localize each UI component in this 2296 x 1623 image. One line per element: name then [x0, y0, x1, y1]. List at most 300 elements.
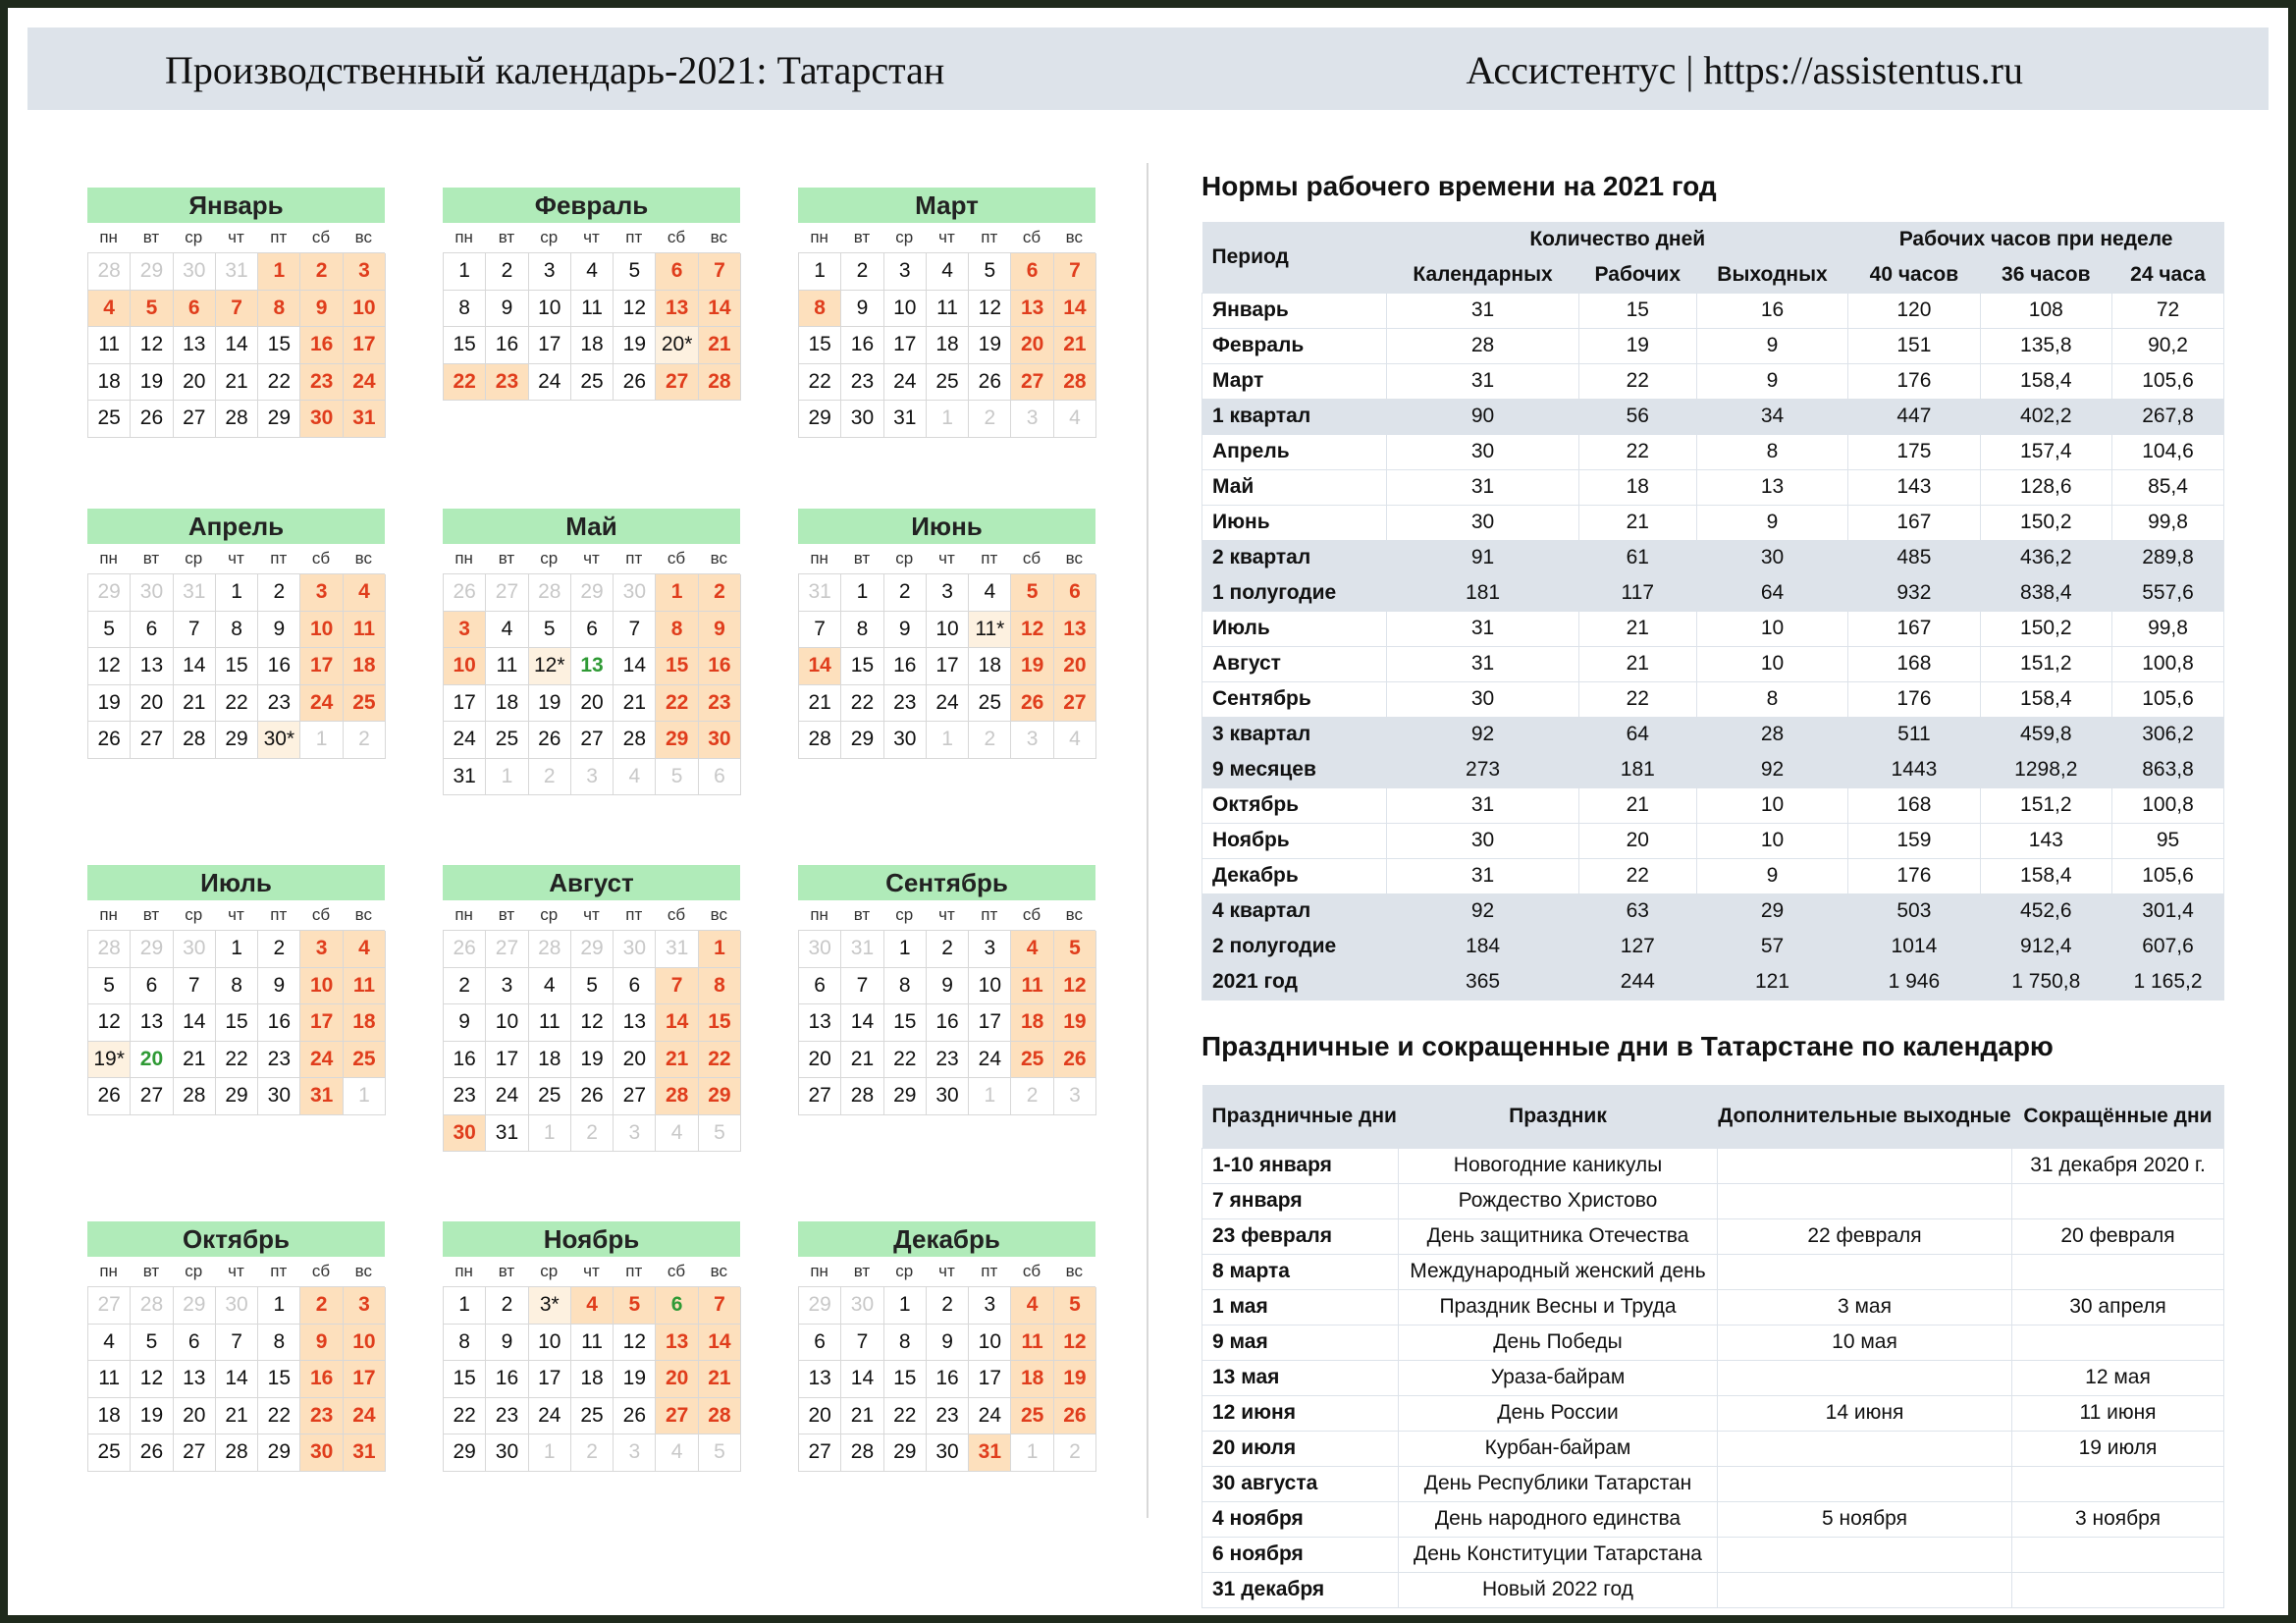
norms-value: 10	[1696, 646, 1847, 681]
day-cell: 8	[258, 1325, 300, 1362]
day-cell: 6	[174, 1325, 216, 1362]
holiday-cell: Рождество Христово	[1399, 1183, 1718, 1218]
day-cell: 9	[300, 1325, 343, 1362]
day-cell: 19	[614, 327, 656, 364]
month-name: Июль	[87, 865, 385, 900]
day-cell: 18	[969, 648, 1011, 685]
day-cell: 30	[300, 1434, 343, 1472]
weekday-label: сб	[311, 549, 331, 568]
day-cell: 30	[174, 253, 216, 291]
day-cell: 22	[258, 1398, 300, 1435]
day-cell: 8	[884, 968, 927, 1005]
day-cell: 13	[799, 1361, 841, 1398]
day-cell: 12*	[529, 648, 571, 685]
day-cell: 30	[799, 931, 841, 968]
weekday-label: сб	[667, 549, 686, 568]
weekday-label: ср	[185, 549, 203, 568]
norms-period: Октябрь	[1202, 787, 1387, 823]
holiday-row	[1202, 1183, 2224, 1218]
holiday-cell	[1718, 1431, 2012, 1466]
day-cell: 3	[969, 1287, 1011, 1325]
norms-value: 9	[1696, 363, 1847, 399]
month-calendar	[443, 188, 740, 401]
day-cell: 31	[300, 1078, 343, 1115]
day-cell: 2	[300, 253, 343, 291]
day-cell: 31	[799, 574, 841, 612]
norms-value: 10	[1696, 823, 1847, 858]
day-grid	[443, 252, 740, 401]
weekday-label: вт	[142, 905, 160, 924]
day-cell: 1	[699, 931, 741, 968]
day-cell: 9	[444, 1004, 486, 1042]
day-cell: 23	[699, 685, 741, 723]
norms-period: Апрель	[1202, 434, 1387, 469]
day-cell: 12	[1054, 968, 1096, 1005]
holiday-cell: 10 мая	[1718, 1325, 2012, 1360]
day-cell: 28	[174, 1078, 216, 1115]
day-cell: 6	[571, 612, 614, 649]
day-cell: 24	[927, 685, 969, 723]
norms-value: 29	[1696, 893, 1847, 929]
day-cell: 5	[1054, 1287, 1096, 1325]
day-cell: 10	[969, 1325, 1011, 1362]
norms-value: 151	[1848, 328, 1980, 363]
day-cell: 28	[614, 722, 656, 759]
norms-period: 2021 год	[1202, 964, 1387, 1000]
day-cell: 9	[884, 612, 927, 649]
day-cell: 7	[216, 291, 258, 328]
norms-value: 31	[1387, 363, 1578, 399]
holiday-cell: 5 ноября	[1718, 1501, 2012, 1537]
day-cell: 1	[444, 1287, 486, 1325]
day-cell: 1	[258, 1287, 300, 1325]
weekday-label: пт	[981, 1262, 998, 1280]
norms-value: 176	[1848, 858, 1980, 893]
weekday-label: чт	[938, 1262, 955, 1280]
holiday-row	[1202, 1360, 2224, 1395]
day-cell: 12	[88, 1004, 131, 1042]
weekday-label: ср	[895, 905, 914, 924]
norms-value: 85,4	[2112, 469, 2224, 505]
holiday-cell: 8 марта	[1202, 1254, 1399, 1289]
weekday-label: вт	[853, 905, 871, 924]
holiday-cell: 31 декабря 2020 г.	[2012, 1148, 2224, 1183]
weekday-label: пн	[454, 228, 473, 246]
day-cell: 21	[841, 1042, 883, 1079]
weekday-label: пн	[810, 549, 828, 568]
day-cell: 2	[300, 1287, 343, 1325]
month-name: Июнь	[798, 509, 1095, 544]
day-cell: 9	[699, 612, 741, 649]
weekday-row	[87, 544, 385, 573]
day-cell: 28	[216, 1434, 258, 1472]
day-cell: 6	[614, 968, 656, 1005]
day-cell: 12	[571, 1004, 614, 1042]
weekday-label: вт	[498, 228, 515, 246]
norms-value: 31	[1387, 787, 1578, 823]
holiday-row	[1202, 1431, 2224, 1466]
day-cell: 1	[444, 253, 486, 291]
day-cell: 6	[799, 968, 841, 1005]
weekday-label: сб	[311, 228, 331, 246]
weekday-label: чт	[583, 1262, 600, 1280]
day-cell: 1	[656, 574, 698, 612]
day-cell: 25	[571, 364, 614, 402]
day-cell: 5	[969, 253, 1011, 291]
day-cell: 16	[699, 648, 741, 685]
norms-value: 21	[1578, 787, 1696, 823]
day-cell: 2	[486, 253, 528, 291]
day-cell: 6	[699, 759, 741, 796]
day-cell: 6	[656, 1287, 698, 1325]
norms-row	[1202, 646, 2224, 681]
holiday-cell	[1718, 1148, 2012, 1183]
holiday-row	[1202, 1254, 2224, 1289]
norms-value: 100,8	[2112, 787, 2224, 823]
day-cell: 1	[216, 574, 258, 612]
norms-value: 99,8	[2112, 505, 2224, 540]
norms-value: 120	[1848, 293, 1980, 328]
norms-value: 150,2	[1980, 505, 2111, 540]
weekday-label: чт	[228, 905, 244, 924]
day-cell: 1	[529, 1434, 571, 1472]
month-name: Сентябрь	[798, 865, 1095, 900]
norms-value: 159	[1848, 823, 1980, 858]
norms-value: 10	[1696, 611, 1847, 646]
norms-value: 168	[1848, 646, 1980, 681]
day-cell: 5	[699, 1434, 741, 1472]
norms-value: 1 946	[1848, 964, 1980, 1000]
day-cell: 18	[1011, 1361, 1053, 1398]
norms-value: 932	[1848, 575, 1980, 611]
day-cell: 26	[571, 1078, 614, 1115]
day-cell: 8	[258, 291, 300, 328]
norms-row	[1202, 611, 2224, 646]
holiday-cell: Курбан-байрам	[1399, 1431, 1718, 1466]
day-cell: 22	[258, 364, 300, 402]
norms-row	[1202, 293, 2224, 328]
day-cell: 20	[131, 1042, 173, 1079]
day-cell: 29	[571, 574, 614, 612]
holiday-cell	[2012, 1466, 2224, 1501]
norms-table	[1201, 222, 2224, 1001]
holidays-title: Праздничные и сокращенные дни в Татарстане по календарю	[1201, 1031, 2054, 1061]
weekday-label: сб	[311, 905, 331, 924]
day-cell: 26	[444, 931, 486, 968]
month-calendar	[87, 865, 385, 1115]
weekday-label: пт	[625, 228, 643, 246]
day-cell: 14	[174, 648, 216, 685]
day-cell: 1	[344, 1078, 386, 1115]
day-cell: 26	[614, 364, 656, 402]
norms-period: Февраль	[1202, 328, 1387, 363]
day-cell: 26	[444, 574, 486, 612]
day-cell: 24	[529, 364, 571, 402]
weekday-label: сб	[667, 228, 686, 246]
day-cell: 23	[300, 364, 343, 402]
day-cell: 10	[529, 1325, 571, 1362]
day-cell: 15	[841, 648, 883, 685]
holiday-cell: 12 мая	[2012, 1360, 2224, 1395]
day-cell: 22	[216, 1042, 258, 1079]
norms-value: 175	[1848, 434, 1980, 469]
norms-value: 22	[1578, 434, 1696, 469]
holiday-cell: 11 июня	[2012, 1395, 2224, 1431]
norms-value: 167	[1848, 611, 1980, 646]
holiday-row	[1202, 1289, 2224, 1325]
day-cell: 21	[799, 685, 841, 723]
weekday-row	[798, 223, 1095, 252]
weekday-label: вс	[1065, 549, 1083, 568]
day-cell: 19	[131, 364, 173, 402]
day-cell: 7	[1054, 253, 1096, 291]
day-cell: 1	[799, 253, 841, 291]
norms-row	[1202, 929, 2224, 964]
norms-row	[1202, 787, 2224, 823]
weekday-label: пн	[454, 1262, 473, 1280]
day-cell: 16	[258, 648, 300, 685]
day-cell: 11*	[969, 612, 1011, 649]
weekday-label: чт	[583, 905, 600, 924]
day-cell: 9	[927, 1325, 969, 1362]
day-cell: 17	[344, 327, 386, 364]
day-cell: 24	[300, 1042, 343, 1079]
day-cell: 21	[699, 327, 741, 364]
day-cell: 29	[656, 722, 698, 759]
day-cell: 25	[529, 1078, 571, 1115]
day-cell: 3	[344, 1287, 386, 1325]
holidays-table	[1201, 1085, 2224, 1608]
day-cell: 27	[799, 1078, 841, 1115]
norms-value: 20	[1578, 823, 1696, 858]
norms-period: Январь	[1202, 293, 1387, 328]
day-cell: 15	[258, 1361, 300, 1398]
holiday-cell: 19 июля	[2012, 1431, 2224, 1466]
norms-value: 912,4	[1980, 929, 2111, 964]
day-cell: 26	[529, 722, 571, 759]
norms-value: 63	[1578, 893, 1696, 929]
day-cell: 23	[486, 364, 528, 402]
day-cell: 23	[300, 1398, 343, 1435]
norms-row	[1202, 681, 2224, 717]
day-cell: 4	[1054, 401, 1096, 438]
month-name: Ноябрь	[443, 1221, 740, 1257]
day-cell: 20*	[656, 327, 698, 364]
holiday-cell	[1718, 1537, 2012, 1572]
day-cell: 31	[486, 1115, 528, 1153]
holiday-cell: 22 февраля	[1718, 1218, 2012, 1254]
day-cell: 1	[1011, 1434, 1053, 1472]
day-cell: 14	[841, 1004, 883, 1042]
day-cell: 24	[300, 685, 343, 723]
norms-row	[1202, 575, 2224, 611]
norms-period: Май	[1202, 469, 1387, 505]
day-cell: 17	[969, 1361, 1011, 1398]
day-cell: 12	[131, 1361, 173, 1398]
day-cell: 25	[486, 722, 528, 759]
day-cell: 4	[344, 574, 386, 612]
day-cell: 15	[258, 327, 300, 364]
day-cell: 23	[884, 685, 927, 723]
day-cell: 26	[131, 401, 173, 438]
weekday-row	[443, 1257, 740, 1286]
weekday-label: вт	[853, 549, 871, 568]
day-cell: 12	[1011, 612, 1053, 649]
norms-row	[1202, 964, 2224, 1000]
day-cell: 22	[444, 1398, 486, 1435]
col-period: Период	[1202, 222, 1387, 293]
day-cell: 6	[131, 612, 173, 649]
day-cell: 10	[529, 291, 571, 328]
day-cell: 25	[1011, 1042, 1053, 1079]
day-cell: 29	[884, 1078, 927, 1115]
norms-value: 244	[1578, 964, 1696, 1000]
day-cell: 25	[88, 1434, 131, 1472]
day-cell: 30	[699, 722, 741, 759]
norms-row	[1202, 399, 2224, 434]
day-grid	[87, 1286, 385, 1472]
day-cell: 1	[927, 401, 969, 438]
holiday-cell: Международный женский день	[1399, 1254, 1718, 1289]
norms-value: 90	[1387, 399, 1578, 434]
norms-row	[1202, 717, 2224, 752]
day-cell: 17	[300, 1004, 343, 1042]
weekday-label: пт	[981, 905, 998, 924]
weekday-label: вт	[498, 905, 515, 924]
day-cell: 10	[444, 648, 486, 685]
day-cell: 29	[884, 1434, 927, 1472]
day-cell: 3	[529, 253, 571, 291]
holiday-cell: 4 ноября	[1202, 1501, 1399, 1537]
day-cell: 3*	[529, 1287, 571, 1325]
day-cell: 7	[174, 968, 216, 1005]
day-cell: 29	[571, 931, 614, 968]
holiday-cell: 20 февраля	[2012, 1218, 2224, 1254]
day-cell: 18	[486, 685, 528, 723]
day-cell: 9	[841, 291, 883, 328]
day-cell: 2	[258, 574, 300, 612]
day-cell: 22	[656, 685, 698, 723]
month-name: Апрель	[87, 509, 385, 544]
day-cell: 28	[841, 1434, 883, 1472]
holiday-cell: 20 июля	[1202, 1431, 1399, 1466]
day-cell: 8	[841, 612, 883, 649]
norms-period: 3 квартал	[1202, 717, 1387, 752]
day-grid	[443, 930, 740, 1152]
day-cell: 2	[884, 574, 927, 612]
holiday-cell	[2012, 1572, 2224, 1607]
weekday-label: пт	[270, 1262, 288, 1280]
day-cell: 29	[841, 722, 883, 759]
day-cell: 6	[131, 968, 173, 1005]
day-cell: 8	[656, 612, 698, 649]
day-cell: 4	[571, 1287, 614, 1325]
weekday-label: сб	[667, 1262, 686, 1280]
day-cell: 21	[216, 1398, 258, 1435]
norms-row	[1202, 858, 2224, 893]
day-cell: 19	[529, 685, 571, 723]
day-cell: 22	[216, 685, 258, 723]
norms-value: 16	[1696, 293, 1847, 328]
month-calendar	[87, 188, 385, 438]
day-cell: 20	[174, 364, 216, 402]
day-cell: 7	[614, 612, 656, 649]
norms-value: 184	[1387, 929, 1578, 964]
day-cell: 31	[216, 253, 258, 291]
weekday-label: вс	[1065, 228, 1083, 246]
norms-value: 105,6	[2112, 681, 2224, 717]
holiday-cell: Праздник Весны и Труда	[1399, 1289, 1718, 1325]
norms-value: 92	[1696, 752, 1847, 787]
norms-value: 838,4	[1980, 575, 2111, 611]
norms-value: 1 165,2	[2112, 964, 2224, 1000]
day-cell: 3	[969, 931, 1011, 968]
weekday-label: сб	[311, 1262, 331, 1280]
day-cell: 1	[529, 1115, 571, 1153]
weekday-row	[443, 223, 740, 252]
site-link[interactable]: Ассистентус | https://assistentus.ru	[1466, 48, 2023, 92]
norms-value: 436,2	[1980, 540, 2111, 575]
day-cell: 7	[841, 968, 883, 1005]
norms-value: 151,2	[1980, 646, 2111, 681]
day-cell: 11	[1011, 968, 1053, 1005]
norms-period: 2 полугодие	[1202, 929, 1387, 964]
day-cell: 3	[884, 253, 927, 291]
norms-value: 157,4	[1980, 434, 2111, 469]
day-cell: 12	[614, 291, 656, 328]
holiday-cell: Новый 2022 год	[1399, 1572, 1718, 1607]
day-cell: 4	[614, 759, 656, 796]
norms-value: 176	[1848, 363, 1980, 399]
day-cell: 29	[799, 1287, 841, 1325]
day-cell: 30	[216, 1287, 258, 1325]
day-cell: 17	[486, 1042, 528, 1079]
norms-value: 31	[1387, 611, 1578, 646]
weekday-label: ср	[540, 905, 559, 924]
day-cell: 21	[614, 685, 656, 723]
day-cell: 7	[174, 612, 216, 649]
month-name: Октябрь	[87, 1221, 385, 1257]
day-cell: 20	[799, 1042, 841, 1079]
day-cell: 4	[571, 253, 614, 291]
weekday-label: ср	[895, 228, 914, 246]
day-cell: 2	[444, 968, 486, 1005]
day-cell: 30	[300, 401, 343, 438]
month-calendar	[443, 1221, 740, 1472]
weekday-label: пн	[99, 1262, 118, 1280]
month-name: Январь	[87, 188, 385, 223]
day-cell: 2	[927, 1287, 969, 1325]
page	[8, 8, 2288, 1615]
norms-value: 447	[1848, 399, 1980, 434]
day-cell: 13	[656, 1325, 698, 1362]
day-cell: 3	[300, 574, 343, 612]
weekday-label: вс	[710, 228, 727, 246]
day-cell: 28	[799, 722, 841, 759]
norms-value: 15	[1578, 293, 1696, 328]
day-cell: 21	[174, 1042, 216, 1079]
day-cell: 3	[486, 968, 528, 1005]
day-cell: 2	[841, 253, 883, 291]
norms-title: Нормы рабочего времени на 2021 год	[1201, 171, 1717, 201]
day-cell: 14	[174, 1004, 216, 1042]
day-cell: 30	[258, 1078, 300, 1115]
day-cell: 14	[699, 1325, 741, 1362]
weekday-label: вс	[354, 1262, 372, 1280]
month-calendar	[798, 509, 1095, 759]
day-cell: 21	[1054, 327, 1096, 364]
day-cell: 6	[174, 291, 216, 328]
